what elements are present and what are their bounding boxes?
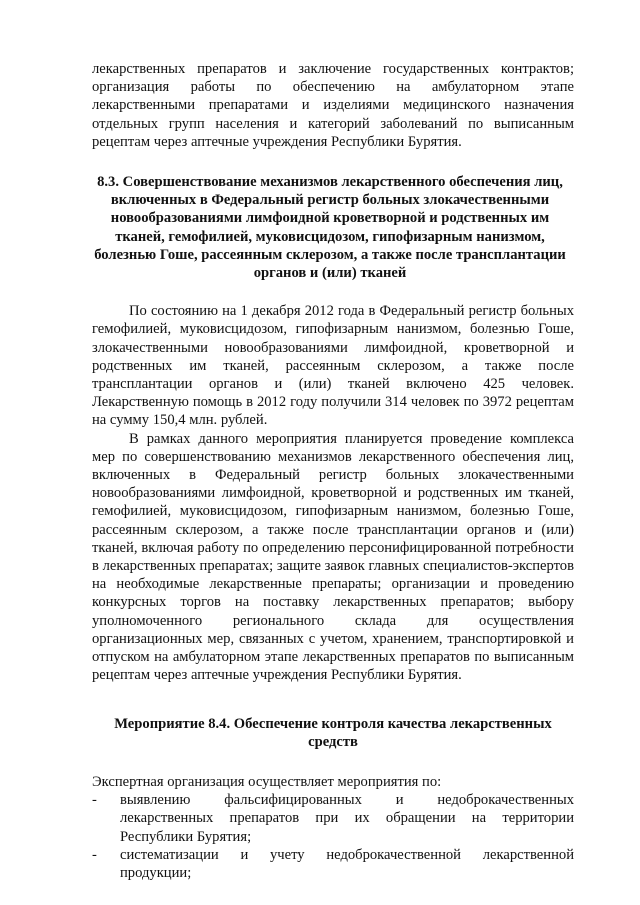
intro-paragraph: лекарственных препаратов и заключение государственных контрактов; организация работы по обеспечению на амбулаторном этапе лекарственными препаратами и изделиями медицинского назначения отдельных групп населения и категорий заболеваний по выписанным рецептам через аптечные учреждения Республики Бурятия. [92, 61, 574, 150]
list-item [92, 846, 574, 882]
list-item-text: выявлению фальсифицированных и недоброкачественных лекарственных препаратов при их обращении на территории Республики Бурятия; [120, 792, 574, 845]
list-dash: - [92, 846, 97, 863]
list-item-text: систематизации и учету недоброкачественной лекарственной продукции; [120, 846, 574, 881]
section-8-3-paragraph-2: В рамках данного мероприятия планируется проведение комплекса мер по совершенствованию механизмов лекарственного обеспечения лиц, включенных в Федеральный регистр больных злокачественными новообразованиями лимфоидной, кроветворной и родственных им тканей, гемофилией, муковисцидозом, гипофизарным нанизмом, болезнью Гоше, рассеянным склерозом, а также после трансплантации органов и (или) тканей, включая работу по определению персонифицированной потребности в лекарственных препаратах; защите заявок главных специалистов-экспертов на необходимые лекарственные препараты; организации и проведению конкурсных торгов на поставку лекарственных препаратов; выбору уполномоченного регионального склада для осуществления организационных мер, связанных с учетом, хранением, транспортировкой и отпуском на амбулаторном этапе лекарственных препаратов по выписанным рецептам через аптечные учреждения Республики Бурятия. [92, 430, 574, 684]
section-8-4-heading: Мероприятие 8.4. Обеспечение контроля качества лекарственных средств [114, 715, 552, 750]
section-8-3-heading: 8.3. Совершенствование механизмов лекарственного обеспечения лиц, включенных в Федеральный регистр больных злокачественными новообразованиями лимфоидной кроветворной и родственных им тканей, гемофилией, муковисцидозом, гипофизарным нанизмом, болезнью Гоше, рассеянным склерозом, а также после трансплантации органов и (или) тканей [94, 174, 566, 282]
list-item [92, 791, 574, 846]
section-8-3-paragraph-1: По состоянию на 1 декабря 2012 года в Федеральный регистр больных гемофилией, муковисцидозом, гипофизарным нанизмом, болезнью Гоше, злокачественными новообразованиями лимфоидной, кроветворной и родственных им тканей, рассеянным склерозом, а также после трансплантации органов и (или) тканей включено 425 человек. Лекарственную помощь в 2012 году получили 314 человек по 3972 рецептам на сумму 150,4 млн. рублей. [92, 303, 574, 429]
section-8-4-lead: Экспертная организация осуществляет мероприятия по: [92, 773, 442, 790]
list-dash: - [92, 792, 97, 809]
